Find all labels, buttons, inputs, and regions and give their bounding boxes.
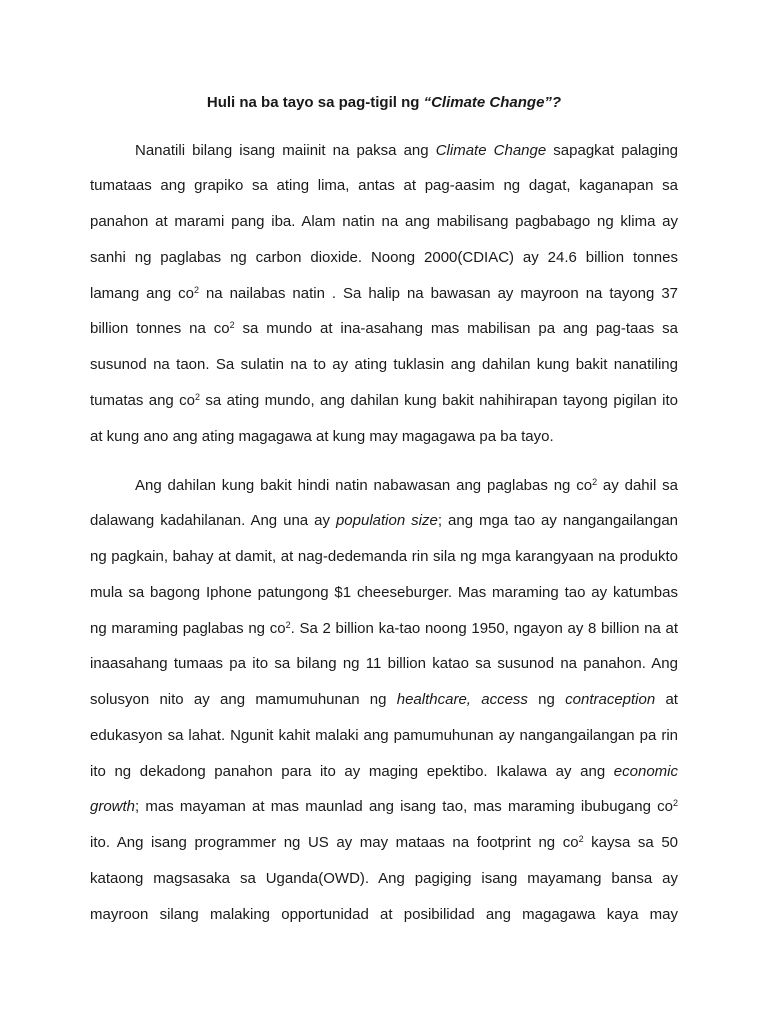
text-line: inaasahang tumaas pa ito sa bilang ng 11 billion katao sa susunod na panahon. Ang bbox=[90, 655, 678, 672]
text-line: Nanatili bilang isang maiinit na paksa ang Climate Change sapagkat palaging bbox=[135, 142, 678, 159]
document-title bbox=[0, 92, 768, 114]
text-line: ito. Ang isang programmer ng US ay may mataas na footprint ng $co^2$ kaysa sa 50 bbox=[90, 834, 678, 851]
text-line: panahon at marami pang iba. Alam natin na ang mabilisang pagbabago ng klima ay bbox=[90, 213, 678, 230]
text-line: kataong magsasaka sa Uganda(OWD). Ang pagiging isang mayamang bansa ay bbox=[90, 870, 678, 887]
text-line: edukasyon sa lahat. Ngunit kahit malaki ang pamumuhunan ay nangangailangan pa rin bbox=[90, 727, 678, 744]
text-line: tumatas ang $co^2$ sa ating mundo, ang dahilan kung bakit nahihirapan tayong pigilan ito bbox=[90, 392, 678, 409]
text-line: ito ng dekadong panahon para ito ay maging epektibo. Ikalawa ay ang economic bbox=[90, 763, 678, 780]
text-line: sanhi ng paglabas ng carbon dioxide. Noong 2000(CDIAC) ay 24.6 billion tonnes bbox=[90, 249, 678, 266]
text-line: solusyon nito ay ang mamumuhunan ng healthcare, access ng contraception at bbox=[90, 691, 678, 708]
text-line: tumataas ang grapiko sa ating lima, antas at pag-aasim ng dagat, kaganapan sa bbox=[90, 177, 678, 194]
text-line: mayroon silang malaking opportunidad at posibilidad ang magagawa kaya may bbox=[90, 906, 678, 923]
text-line: ng pagkain, bahay at damit, at nag-dedemanda rin sila ng mga karangyaan na produkto bbox=[90, 548, 678, 565]
text-line: dalawang kadahilanan. Ang una ay population size; ang mga tao ay nangangailangan bbox=[90, 512, 679, 529]
text-line: mula sa bagong Iphone patungong $1 cheeseburger. Mas maraming tao ay katumbas bbox=[90, 584, 678, 601]
title-text: Huli na ba tayo sa pag-tigil ng bbox=[206, 94, 424, 111]
text-line: susunod na taon. Sa sulatin na to ay ating tuklasin ang dahilan kung bakit nanatiling bbox=[90, 356, 678, 373]
text-line: billion tonnes na $co^2$ sa mundo at ina-asahang mas mabilisan pa ang pag-taas sa bbox=[90, 320, 678, 337]
text-line: lamang ang $co^2$ na nailabas natin . Sa halip na bawasan ay mayroon na tayong 37 bbox=[90, 285, 679, 302]
text-line: ng maraming paglabas ng $co^2$. Sa 2 billion ka-tao noong 1950, ngayon ay 8 billion na at bbox=[90, 620, 678, 637]
text-line: at kung ano ang ating magagawa at kung may magagawa pa ba tayo. bbox=[90, 428, 554, 445]
title-italic-text: “Climate Change”? bbox=[423, 94, 562, 111]
text-line: growth; mas mayaman at mas maunlad ang isang tao, mas maraming ibubugang $co^2$ bbox=[90, 798, 678, 815]
text-line: Ang dahilan kung bakit hindi natin nabawasan ang paglabas ng $co^2$ ay dahil sa bbox=[135, 477, 678, 494]
